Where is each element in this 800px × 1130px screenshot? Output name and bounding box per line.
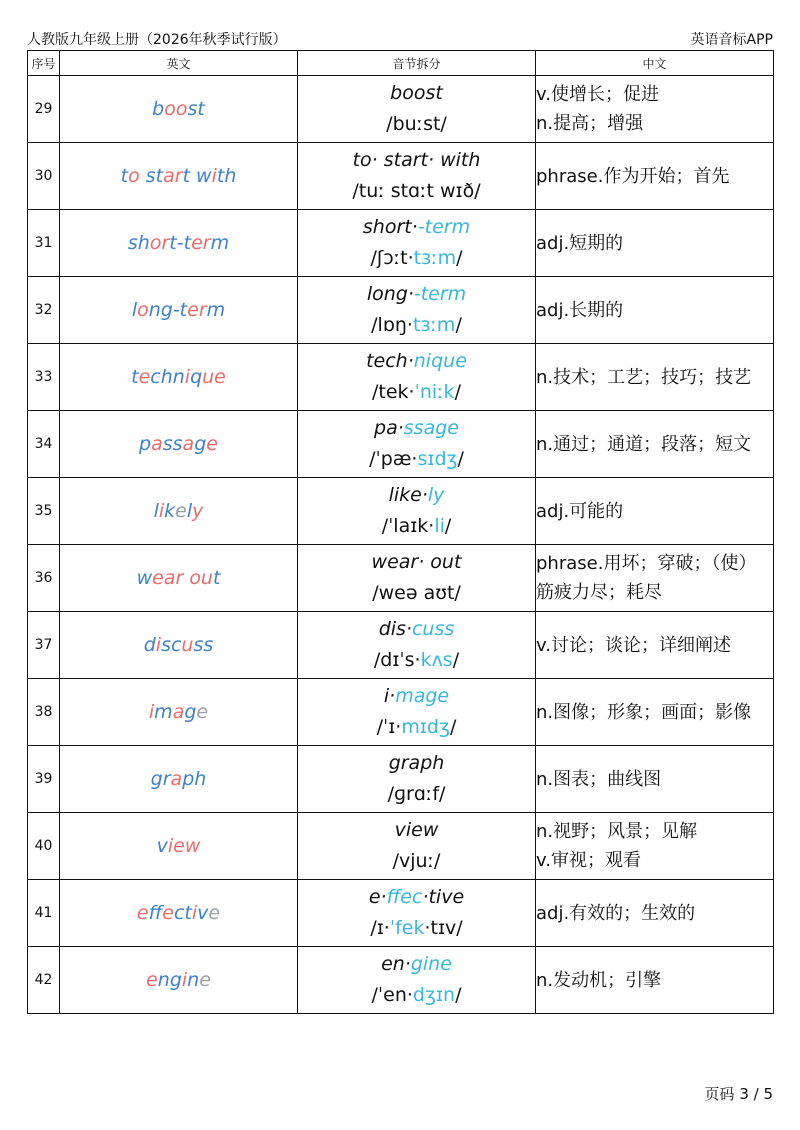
chinese-meaning (536, 813, 774, 880)
text-segment: dʒɪn (412, 984, 456, 1006)
syllable-spelling (298, 547, 535, 578)
row-number: 31 (28, 210, 60, 277)
meaning-line: n.技术；工艺；技巧；技艺 (536, 366, 752, 388)
syllable-spelling (298, 279, 535, 310)
text-segment: /ʃɔːt· (370, 247, 414, 269)
text-segment: kʌs (420, 649, 453, 671)
row-number: 40 (28, 813, 60, 880)
phonetic-transcription (298, 444, 535, 475)
syllable-split (298, 478, 536, 545)
text-segment: / (452, 649, 460, 671)
syllable-spelling (298, 145, 535, 176)
vocabulary-table (27, 50, 774, 1014)
meaning-line: adj.短期的 (536, 232, 624, 254)
syllable-spelling (298, 681, 535, 712)
text-segment: mɪdʒ (401, 716, 450, 738)
phonetic-transcription (298, 243, 535, 274)
table-row (28, 545, 774, 612)
syllable-split (298, 612, 536, 679)
table-row (28, 679, 774, 746)
text-segment: cuss (411, 618, 455, 640)
chinese-meaning (536, 344, 774, 411)
row-number: 33 (28, 344, 60, 411)
text-segment: e (206, 433, 218, 455)
row-number: 41 (28, 880, 60, 947)
syllable-split (298, 143, 536, 210)
text-segment: er (187, 299, 207, 321)
text-segment: i (155, 634, 162, 656)
text-segment: i (158, 500, 165, 522)
row-number: 35 (28, 478, 60, 545)
text-segment: /vjuː/ (392, 850, 441, 872)
text-segment: /buːst/ (386, 113, 447, 135)
text-segment: / (444, 515, 452, 537)
phonetic-transcription (298, 645, 535, 676)
text-segment: / (455, 984, 462, 1006)
table-row (28, 813, 774, 880)
english-word (60, 411, 298, 478)
text-segment: y (192, 500, 204, 522)
english-word (60, 679, 298, 746)
text-segment: ng-t (148, 299, 188, 321)
table-row (28, 478, 774, 545)
text-segment: e (175, 500, 187, 522)
text-segment: / (454, 381, 461, 403)
text-segment: l (131, 299, 138, 321)
text-segment: e (162, 902, 174, 924)
column-header-number: 序号 (28, 51, 60, 76)
meaning-line: adj.可能的 (536, 500, 624, 522)
phonetic-transcription (298, 913, 535, 944)
text-segment: pa· (374, 417, 404, 439)
syllable-split (298, 76, 536, 143)
text-segment: ng (157, 969, 182, 991)
meaning-line: phrase.作为开始；首先 (536, 165, 730, 187)
text-segment: t (182, 165, 191, 187)
text-segment: / (455, 314, 462, 336)
text-segment: m (154, 701, 173, 723)
english-word (60, 612, 298, 679)
text-segment: to· start· with (352, 149, 481, 171)
text-segment: /tek· (372, 381, 415, 403)
text-segment: th (216, 165, 237, 187)
chinese-meaning (536, 679, 774, 746)
text-segment: a (170, 768, 183, 790)
syllable-spelling (298, 212, 535, 243)
text-segment: / (449, 716, 457, 738)
chinese-meaning (536, 478, 774, 545)
text-segment: tɜːm (413, 247, 457, 269)
text-segment: chn (150, 366, 185, 388)
text-segment: ss (162, 433, 183, 455)
english-word (60, 143, 298, 210)
english-word (60, 210, 298, 277)
phonetic-transcription (298, 377, 535, 408)
syllable-split (298, 545, 536, 612)
meaning-line: n.图表；曲线图 (536, 768, 662, 790)
text-segment: m (206, 299, 226, 321)
chinese-meaning (536, 76, 774, 143)
text-segment: /ˈɪ· (376, 716, 402, 738)
syllable-split (298, 679, 536, 746)
text-segment: w (190, 165, 212, 187)
phonetic-transcription (298, 578, 535, 609)
text-segment: /ɪ· (370, 917, 390, 939)
text-segment: view (394, 819, 439, 841)
syllable-spelling (298, 346, 535, 377)
syllable-spelling (298, 78, 535, 109)
text-segment: sh (127, 232, 150, 254)
syllable-spelling (298, 882, 535, 913)
syllable-split (298, 813, 536, 880)
table-body (28, 76, 774, 1014)
page-number: 页码 3 / 5 (704, 1085, 773, 1103)
english-word (60, 76, 298, 143)
syllable-split (298, 210, 536, 277)
text-segment: en· (381, 953, 411, 975)
app-name: 英语音标APP (690, 32, 773, 48)
english-word (60, 478, 298, 545)
text-segment: e (136, 902, 149, 924)
text-segment: /ɡrɑːf/ (387, 783, 446, 805)
text-segment: ou (189, 567, 213, 589)
text-segment: p (139, 433, 152, 455)
text-segment: w (136, 567, 153, 589)
table-row (28, 277, 774, 344)
text-segment: i· (383, 685, 396, 707)
text-segment: e (196, 701, 209, 723)
text-segment: e (208, 902, 221, 924)
text-segment: ·tɪv/ (424, 917, 463, 939)
text-segment: e (199, 969, 211, 991)
meaning-line: v.审视；观看 (536, 850, 641, 871)
text-segment: i (211, 165, 217, 187)
text-segment: ffec (386, 886, 423, 908)
table-row (28, 746, 774, 813)
text-segment: q (190, 366, 203, 388)
row-number: 42 (28, 947, 60, 1014)
text-segment: gr (150, 768, 171, 790)
text-segment: /ˈen· (371, 984, 413, 1006)
syllable-split (298, 344, 536, 411)
text-segment: nique (413, 350, 467, 372)
text-segment: o (137, 299, 149, 321)
english-word (60, 746, 298, 813)
chinese-meaning (536, 746, 774, 813)
text-segment: gine (410, 953, 452, 975)
text-segment: k (164, 500, 176, 522)
text-segment: short· (362, 216, 418, 238)
phonetic-transcription (298, 109, 535, 140)
text-segment: i (191, 902, 198, 924)
text-segment: /lɒŋ· (371, 314, 413, 336)
text-segment: ˈfek (389, 917, 425, 939)
text-segment: tɜːm (412, 314, 456, 336)
text-segment: i (184, 366, 191, 388)
row-number: 39 (28, 746, 60, 813)
text-segment: /ˈlaɪk· (381, 515, 435, 537)
text-segment: l (186, 500, 193, 522)
syllable-spelling (298, 614, 535, 645)
text-segment: er (191, 232, 211, 254)
text-segment: a (172, 701, 185, 723)
phonetic-transcription (298, 712, 535, 743)
table-header-row (28, 51, 774, 76)
text-segment: t (131, 366, 139, 388)
syllable-spelling (298, 748, 535, 779)
text-segment: g (184, 701, 197, 723)
text-segment: ff (148, 902, 163, 924)
syllable-spelling (298, 815, 535, 846)
text-segment: boost (390, 82, 443, 104)
table-row (28, 76, 774, 143)
syllable-split (298, 277, 536, 344)
text-segment: a (182, 433, 195, 455)
text-segment: long· (366, 283, 414, 305)
text-segment: t (120, 165, 129, 187)
column-header-chinese: 中文 (536, 51, 774, 76)
chinese-meaning (536, 880, 774, 947)
english-word (60, 947, 298, 1014)
text-segment: sɪdʒ (417, 448, 458, 470)
text-segment: ·tive (422, 886, 465, 908)
text-segment: ue (202, 366, 226, 388)
meaning-line: adj.长期的 (536, 299, 624, 321)
phonetic-transcription (298, 310, 535, 341)
phonetic-transcription (298, 779, 535, 810)
chinese-meaning (536, 545, 774, 612)
row-number: 36 (28, 545, 60, 612)
text-segment: mage (395, 685, 450, 707)
text-segment: like· (388, 484, 428, 506)
table-row (28, 880, 774, 947)
english-word (60, 277, 298, 344)
text-segment: ar (163, 165, 183, 187)
text-segment: n (187, 969, 200, 991)
text-segment: ph (182, 768, 207, 790)
text-segment: tech· (366, 350, 414, 372)
row-number: 38 (28, 679, 60, 746)
english-word (60, 813, 298, 880)
chinese-meaning (536, 612, 774, 679)
text-segment: e· (368, 886, 387, 908)
row-number: 34 (28, 411, 60, 478)
text-segment: ear (152, 567, 184, 589)
text-segment: l (153, 500, 159, 522)
row-number: 37 (28, 612, 60, 679)
text-segment: v (156, 835, 168, 857)
meaning-line: v.讨论；谈论；详细阐述 (536, 634, 731, 656)
table-row (28, 612, 774, 679)
syllable-spelling (298, 413, 535, 444)
column-header-syllables: 音节拆分 (298, 51, 536, 76)
text-segment: oo (164, 98, 188, 120)
text-segment: -term (413, 283, 467, 305)
chinese-meaning (536, 947, 774, 1014)
text-segment: graph (388, 752, 445, 774)
text-segment: ssage (403, 417, 459, 439)
syllable-split (298, 947, 536, 1014)
meaning-line: phrase.用坏；穿破；（使）筋疲力尽；耗尽 (536, 553, 757, 603)
text-segment: -term (417, 216, 471, 238)
text-segment: dis· (378, 618, 412, 640)
text-segment: /dɪˈs· (373, 649, 421, 671)
syllable-split (298, 880, 536, 947)
text-segment: / (456, 247, 463, 269)
text-segment: /tuː stɑːt wɪð/ (352, 180, 481, 202)
text-segment: ˈniːk (414, 381, 455, 403)
text-segment: v (197, 902, 209, 924)
meaning-line: n.图像；形象；画面；影像 (536, 701, 752, 723)
text-segment: e (138, 366, 151, 388)
text-segment: s (139, 165, 156, 187)
chinese-meaning (536, 411, 774, 478)
meaning-line: n.通过；通道；段落；短文 (536, 433, 752, 455)
text-segment: ly (427, 484, 445, 506)
meaning-line: n.提高；增强 (536, 113, 644, 134)
meaning-line: adj.有效的；生效的 (536, 902, 696, 924)
phonetic-transcription (298, 846, 535, 877)
text-segment: sc (161, 634, 182, 656)
table-row (28, 210, 774, 277)
page-header (27, 30, 773, 50)
english-word (60, 344, 298, 411)
text-segment: d (143, 634, 156, 656)
text-segment: g (194, 433, 207, 455)
text-segment: i (181, 969, 188, 991)
chinese-meaning (536, 210, 774, 277)
syllable-spelling (298, 949, 535, 980)
text-segment: t (155, 165, 164, 187)
text-segment: iew (167, 835, 201, 857)
chinese-meaning (536, 143, 774, 210)
table-row (28, 143, 774, 210)
text-segment: i (148, 701, 155, 723)
text-segment: st (187, 98, 205, 120)
row-number: 32 (28, 277, 60, 344)
meaning-line: n.发动机；引擎 (536, 969, 662, 991)
text-segment: ct (173, 902, 192, 924)
text-segment: u (181, 634, 194, 656)
text-segment: t (212, 567, 221, 589)
table-row (28, 344, 774, 411)
text-segment: m (210, 232, 230, 254)
phonetic-transcription (298, 176, 535, 207)
row-number: 29 (28, 76, 60, 143)
column-header-english: 英文 (60, 51, 298, 76)
syllable-split (298, 746, 536, 813)
text-segment: /ˈpæ· (369, 448, 418, 470)
text-segment: a (151, 433, 163, 455)
text-segment: e (146, 969, 158, 991)
text-segment: wear· out (371, 551, 462, 573)
text-segment: /weə aʊt/ (372, 582, 461, 604)
text-segment: o (128, 165, 140, 187)
text-segment: / (457, 448, 464, 470)
syllable-spelling (298, 480, 535, 511)
table-row (28, 947, 774, 1014)
phonetic-transcription (298, 511, 535, 542)
english-word (60, 545, 298, 612)
text-segment: li (434, 515, 445, 537)
text-segment: t-t (169, 232, 192, 254)
syllable-split (298, 411, 536, 478)
chinese-meaning (536, 277, 774, 344)
text-segment: or (149, 232, 170, 254)
phonetic-transcription (298, 980, 535, 1011)
table-row (28, 411, 774, 478)
english-word (60, 880, 298, 947)
book-title: 人教版九年级上册（2026年秋季试行版） (27, 32, 287, 48)
meaning-line: n.视野；风景；见解 (536, 821, 698, 842)
row-number: 30 (28, 143, 60, 210)
text-segment: ss (193, 634, 214, 656)
meaning-line: v.使增长；促进 (536, 84, 659, 105)
text-segment: b (152, 98, 165, 120)
